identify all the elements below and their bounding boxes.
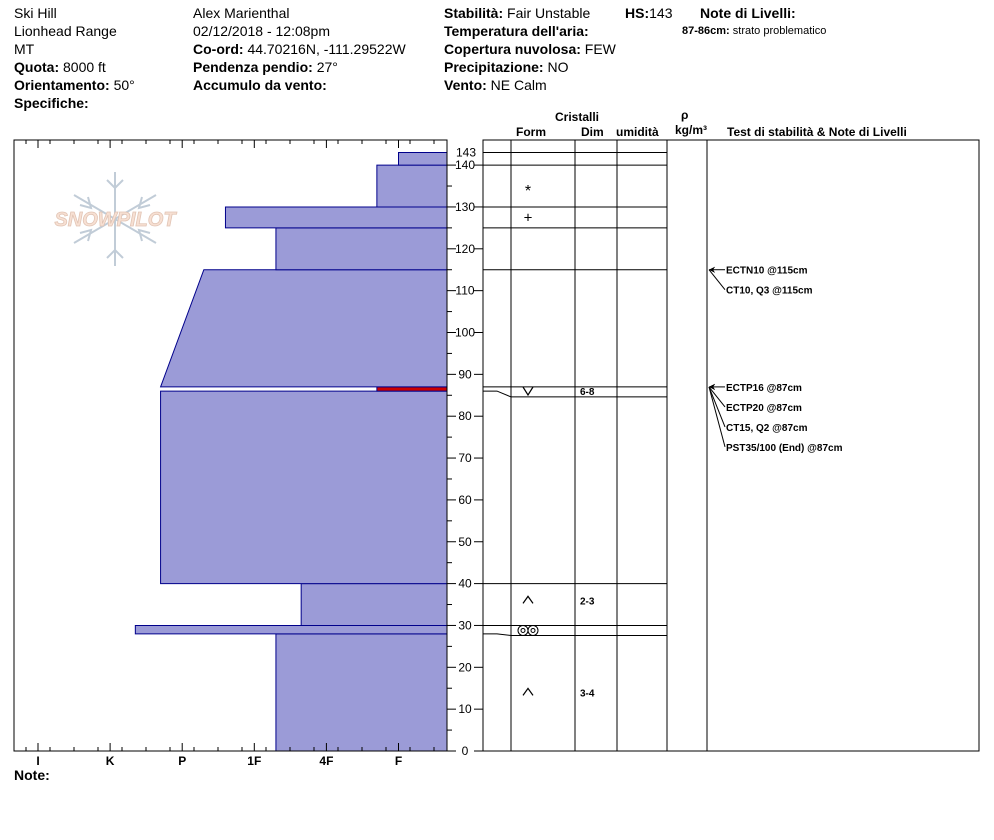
range-name: Lionhead Range (14, 23, 117, 39)
stability-test-label: ECTP16 @87cm (726, 382, 802, 394)
depth-tick-label: 140 (454, 158, 476, 173)
precip-value: NO (547, 59, 569, 75)
wind-label: Vento: (444, 77, 487, 93)
hardness-layer (161, 270, 447, 387)
hardness-tick-label: I (36, 754, 40, 768)
specifics-label: Specifiche: (14, 95, 89, 111)
hs-value: 143 (649, 5, 673, 21)
grain-form-symbol (528, 625, 538, 635)
hardness-tick-label: F (394, 754, 403, 768)
hardness-layers (135, 153, 447, 751)
grain-connector (483, 634, 511, 636)
moisture-header: umidità (616, 125, 659, 139)
stability-tests (709, 266, 843, 454)
grain-form-symbol (523, 596, 533, 603)
depth-tick-label: 20 (458, 660, 472, 675)
crystals-header: Cristalli (555, 110, 600, 124)
hardness-layer (276, 634, 447, 751)
depth-tick-label: 120 (454, 241, 476, 256)
depth-tick-label: 80 (458, 409, 472, 424)
hardness-tick-label: 4F (319, 754, 334, 768)
air-temp-label: Temperatura dell'aria: (444, 23, 589, 39)
stability-test-leader (709, 270, 725, 290)
hardness-layer (161, 391, 447, 584)
slope-label: Pendenza pendio: (193, 59, 313, 75)
grain-form-symbol (518, 625, 528, 635)
logo-text: SNOWPILOT (54, 209, 176, 231)
stability-test-label: ECTN10 @115cm (726, 265, 808, 277)
hardness-tick-label: P (178, 754, 187, 768)
state-name: MT (14, 41, 35, 57)
stability-tests-header: Test di stabilità & Note di Livelli (727, 125, 907, 139)
depth-tick-label: 40 (458, 576, 472, 591)
size-header: Dim (581, 125, 604, 139)
depth-tick-label: 90 (458, 367, 472, 382)
stability-test-leader (709, 387, 725, 447)
hs-label: HS: (625, 5, 650, 21)
depth-tick-label: 50 (458, 534, 472, 549)
depth-axis (447, 146, 483, 758)
stability-test-label: PST35/100 (End) @87cm (726, 442, 843, 454)
grain-form-symbol (521, 628, 525, 632)
depth-tick-label: 130 (454, 199, 476, 214)
grain-size-label: 3-4 (580, 688, 595, 700)
rho-header: ρ (681, 108, 689, 122)
precip-label: Precipitazione: (444, 59, 544, 75)
stability-test-label: CT15, Q2 @87cm (726, 422, 808, 434)
hardness-layer (377, 165, 447, 207)
layer-note-text: strato problematico (732, 25, 827, 37)
stability-value: Fair Unstable (507, 5, 591, 21)
grain-form-symbol (531, 628, 535, 632)
hardness-layer (225, 207, 447, 228)
density-header: kg/m³ (675, 123, 708, 137)
notes-label: Note: (14, 767, 50, 783)
grain-form-symbol (523, 387, 533, 395)
stability-test-label: CT10, Q3 @115cm (726, 285, 813, 297)
depth-tick-label: 70 (458, 451, 472, 466)
observation-datetime: 02/12/2018 - 12:08pm (193, 23, 330, 39)
elevation-label: Quota: (14, 59, 60, 75)
cloud-label: Copertura nuvolosa: (444, 41, 581, 57)
grain-size-label: 2-3 (580, 596, 595, 608)
form-header: Form (516, 125, 546, 139)
stability-test-label: ECTP20 @87cm (726, 402, 802, 414)
hardness-tick-label: K (105, 754, 115, 768)
snowpilot-logo (54, 172, 177, 266)
depth-tick-label: 60 (458, 492, 472, 507)
aspect-value: 50° (113, 77, 135, 93)
depth-tick-label: 110 (455, 283, 475, 298)
hardness-tick-label: 1F (247, 754, 262, 768)
grain-size-label: 6-8 (580, 386, 595, 398)
grain-form-symbol: + (523, 209, 533, 227)
coord-value: 44.70216N, -111.29522W (247, 41, 406, 57)
depth-tick-label: 10 (458, 702, 472, 717)
observer-name: Alex Marienthal (193, 5, 290, 21)
depth-tick-label: 0 (461, 744, 469, 758)
layer-note-depth: 87-86cm: (682, 25, 730, 37)
slope-value: 27° (316, 59, 338, 75)
wind-value: NE Calm (490, 77, 547, 93)
grain-form-symbol: * (524, 183, 532, 201)
wind-loading-label: Accumulo da vento: (193, 77, 327, 93)
coord-label: Co-ord: (193, 41, 244, 57)
depth-tick-label: 30 (458, 618, 472, 633)
stability-label: Stabilità: (444, 5, 504, 21)
grain-connector (483, 391, 511, 397)
layer-notes-label: Note di Livelli: (700, 5, 796, 21)
aspect-label: Orientamento: (14, 77, 110, 93)
depth-tick-label: 100 (454, 325, 476, 340)
hardness-layer (276, 228, 447, 270)
location-name: Ski Hill (14, 5, 57, 21)
hardness-layer (301, 584, 447, 626)
grain-table (483, 140, 707, 751)
cloud-value: FEW (584, 41, 616, 57)
depth-top-label: 143 (455, 145, 477, 160)
hardness-layer (377, 387, 447, 391)
grain-form-symbol (523, 688, 533, 695)
hardness-layer (399, 153, 448, 166)
hardness-layer (135, 625, 447, 633)
elevation-value: 8000 ft (63, 59, 106, 75)
stability-test-leader (709, 387, 725, 427)
